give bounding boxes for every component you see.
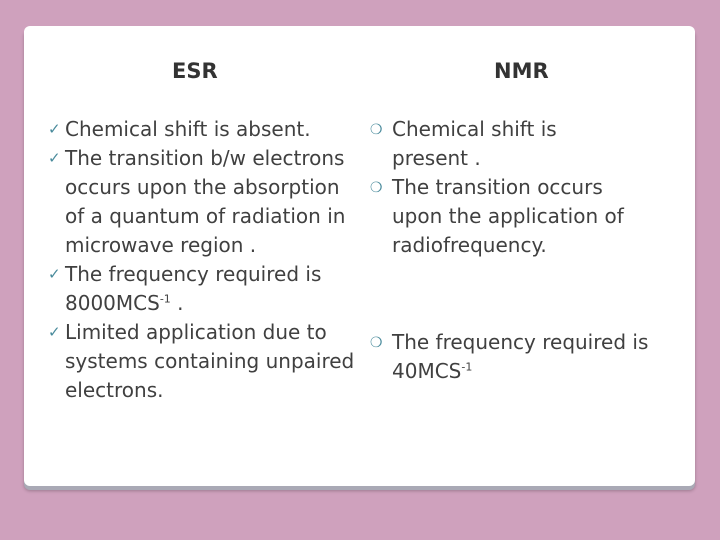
esr-item-limited-application: ✓ Limited application due to systems containing unpaired electrons. — [48, 320, 355, 402]
nmr-list-bottom — [370, 328, 690, 386]
nmr-item-chemical-shift: ❍ Chemical shift is present . — [370, 117, 557, 170]
nmr-list-top — [370, 115, 650, 260]
esr-item-transition: ✓ The transition b/w electrons occurs upon the absorption of a quantum of radiation in microwave region . — [48, 146, 346, 257]
nmr-item-frequency: ❍ The frequency required is $40MCS^{-1}$ — [370, 330, 649, 383]
checkmark-icon: ✓ — [48, 323, 61, 341]
esr-list — [48, 115, 358, 405]
checkmark-icon: ✓ — [48, 265, 61, 283]
esr-heading: ESR — [172, 59, 218, 83]
nmr-heading: NMR — [494, 59, 549, 83]
esr-item-frequency: ✓ The frequency required is $8000MCS^{-1}$ . — [48, 262, 322, 315]
checkmark-icon: ✓ — [48, 149, 61, 167]
checkmark-icon: ✓ — [48, 120, 61, 138]
nmr-item-transition: ❍ The transition occurs upon the application of radiofrequency. — [370, 175, 624, 257]
esr-item-chemical-shift: ✓ Chemical shift is absent. — [48, 115, 339, 144]
circle-bullet-icon: ❍ — [370, 335, 383, 351]
circle-bullet-icon: ❍ — [370, 122, 383, 138]
circle-bullet-icon: ❍ — [370, 180, 383, 196]
